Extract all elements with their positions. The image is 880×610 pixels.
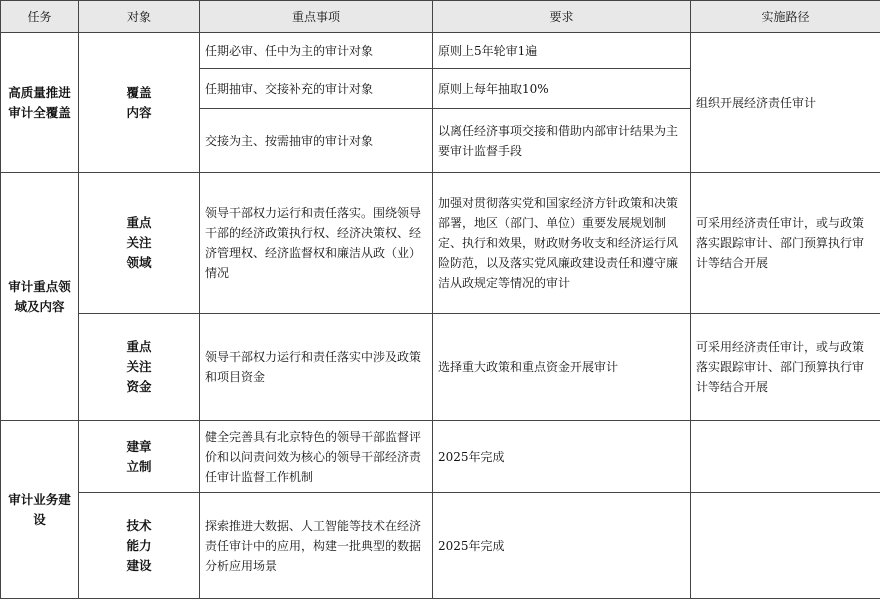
task-cell-focus-areas: 审计重点领域及内容 [1, 173, 79, 421]
header-path: 实施路径 [691, 1, 880, 33]
key-item-cell: 健全完善具有北京特色的领导干部监督评价和以问责问效为核心的领导干部经济责任审计监督工作机制 [200, 421, 433, 493]
header-key-items: 重点事项 [200, 1, 433, 33]
requirement-cell: 原则上每年抽取10% [433, 69, 691, 109]
object-cell-rules [79, 421, 200, 493]
key-item-cell: 探索推进大数据、人工智能等技术在经济责任审计中的应用，构建一批典型的数据分析应用场景 [200, 493, 433, 599]
header-row [1, 1, 880, 33]
key-item-cell: 任期必审、任中为主的审计对象 [200, 33, 433, 69]
object-cell-coverage [79, 33, 200, 173]
key-item-cell: 领导干部权力运行和责任落实中涉及政策和项目资金 [200, 314, 433, 421]
path-cell: 可采用经济责任审计，或与政策落实跟踪审计、部门预算执行审计等结合开展 [691, 173, 880, 314]
header-requirements: 要求 [433, 1, 691, 33]
object-line: 技术 [126, 517, 152, 533]
table-row [1, 33, 880, 69]
object-line: 立制 [126, 458, 152, 474]
object-cell-tech [79, 493, 200, 599]
object-line: 能力 [126, 537, 152, 553]
object-line: 关注 [126, 359, 152, 374]
object-cell-focus-fields [79, 173, 200, 314]
table-row [1, 493, 880, 599]
key-item-cell: 领导干部权力运行和责任落实。围绕领导干部的经济政策执行权、经济决策权、经济管理权、经济监督权和廉洁从政（业）情况 [200, 173, 433, 314]
object-line: 覆盖 [126, 84, 152, 100]
table-row [1, 314, 880, 421]
object-line: 重点 [126, 215, 152, 230]
object-cell-focus-funds [79, 314, 200, 421]
table-row [1, 173, 880, 314]
path-cell: 组织开展经济责任审计 [691, 33, 880, 173]
header-task: 任务 [1, 1, 79, 33]
task-cell-business: 审计业务建设 [1, 421, 79, 599]
task-cell-coverage: 高质量推进审计全覆盖 [1, 33, 79, 173]
requirement-cell: 加强对贯彻落实党和国家经济方针政策和决策部署，地区（部门、单位）重要发展规划制定、执行和效果，财政财务收支和经济运行风险防范，以及落实党风廉政建设责任和遵守廉洁从政规定等情况的审计 [433, 173, 691, 314]
path-cell [691, 421, 880, 493]
object-line: 内容 [126, 104, 152, 120]
header-object: 对象 [79, 1, 200, 33]
object-line: 关注 [126, 235, 152, 250]
path-cell [691, 493, 880, 599]
table-row [1, 421, 880, 493]
requirement-cell: 以离任经济事项交接和借助内部审计结果为主要审计监督手段 [433, 109, 691, 173]
key-item-cell: 交接为主、按需抽审的审计对象 [200, 109, 433, 173]
requirement-cell: 2025年完成 [433, 421, 691, 493]
object-line: 领域 [126, 255, 152, 270]
key-item-cell: 任期抽审、交接补充的审计对象 [200, 69, 433, 109]
requirement-cell: 选择重大政策和重点资金开展审计 [433, 314, 691, 421]
requirement-cell: 2025年完成 [433, 493, 691, 599]
path-cell: 可采用经济责任审计，或与政策落实跟踪审计、部门预算执行审计等结合开展 [691, 314, 880, 421]
requirement-cell: 原则上5年轮审1遍 [433, 33, 691, 69]
object-line: 建章 [126, 438, 152, 454]
object-line: 重点 [126, 339, 152, 354]
object-line: 资金 [126, 379, 152, 394]
object-line: 建设 [126, 557, 152, 573]
